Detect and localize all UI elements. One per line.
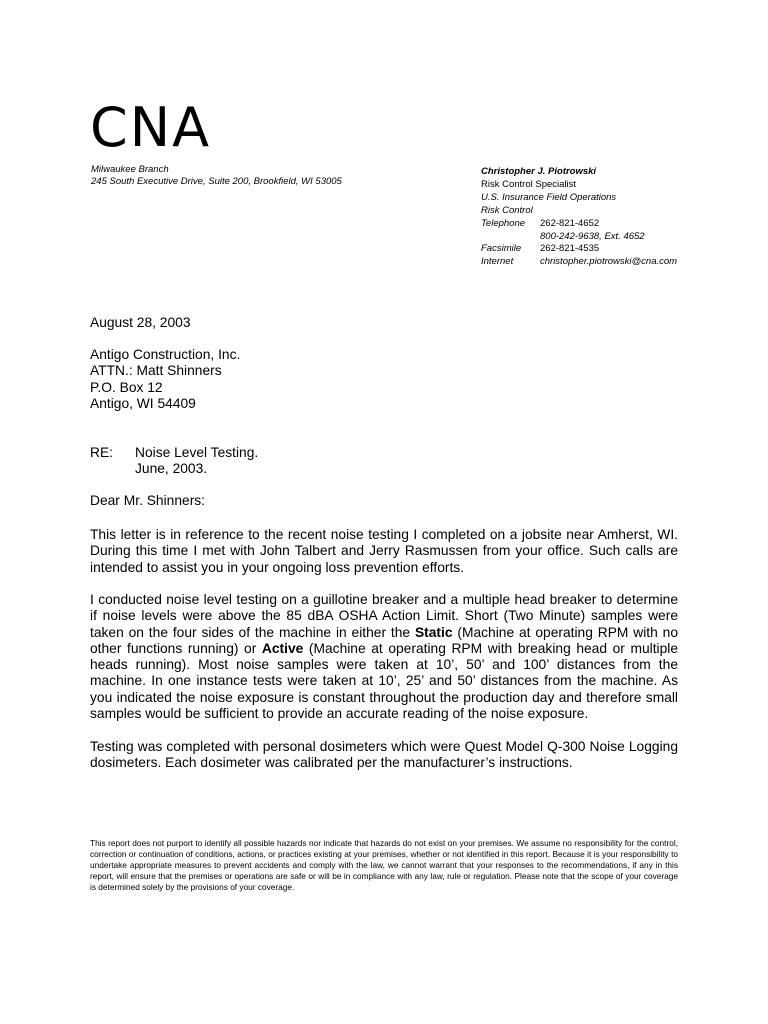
telephone-alt-value: 800-242-9638, Ext. 4652: [540, 230, 645, 242]
facsimile-row: [481, 243, 677, 256]
letter-date: August 28, 2003: [90, 315, 191, 330]
telephone-row: [481, 218, 677, 231]
recipient-company: Antigo Construction, Inc.: [90, 347, 241, 362]
paragraph-intro: This letter is in reference to the recent noise testing I completed on a jobsite near Amherst, WI. During this time I met with John Talbert and Jerry Rasmussen from your office. Such calls are intended to assist you in your ongoing loss prevention efforts.: [90, 527, 678, 575]
telephone-value: 262-821-4652: [540, 217, 600, 229]
contact-division: Risk Control: [481, 204, 533, 216]
branch-name: Milwaukee Branch: [91, 164, 169, 175]
re-subject: Noise Level Testing.: [135, 445, 259, 460]
recipient-po-box: P.O. Box 12: [90, 379, 163, 395]
contact-title: Risk Control Specialist: [481, 178, 577, 190]
facsimile-label: Facsimile: [481, 243, 522, 255]
paragraph-dosimeters: Testing was completed with personal dosimeters which were Quest Model Q-300 Noise Logging dosimeters. Each dosimeter was calibrated per the manufacturer’s instructions.: [90, 739, 678, 771]
active-term: Active: [261, 640, 304, 656]
static-term: Static: [414, 624, 453, 640]
telephone-alt-row: [481, 231, 677, 244]
recipient-attn: ATTN.: Matt Shinners: [90, 363, 222, 379]
paragraph-testing: I conducted noise level testing on a guillotine breaker and a multiple head breaker to determine if noise levels were above the 85 dBA OSHA Action Limit. Short (Two Minute) samples were taken on the four sides of the machine in either the Static (Machine at operating RPM with no other functions running) or Active (Machine at operating RPM with breaking head or multiple heads running). Most noise samples were taken at 10’, 50’ and 100’ distances from the machine. In one instance tests were taken at 10’, 25’ and 50’ distances from the machine. As you indicated the noise exposure is constant throughout the production day and therefore small samples would be sufficient to provide an accurate reading of the noise exposure.: [90, 592, 679, 722]
facsimile-value: 262-821-4535: [540, 243, 600, 255]
internet-row: [481, 256, 677, 269]
re-date: June, 2003.: [135, 461, 208, 477]
telephone-label: Telephone: [481, 217, 526, 229]
internet-label: Internet: [481, 256, 514, 268]
contact-department: U.S. Insurance Field Operations: [481, 191, 617, 203]
re-label: RE:: [90, 445, 113, 460]
branch-address: 245 South Executive Drive, Suite 200, Brookfield, WI 53005: [91, 176, 342, 187]
internet-value[interactable]: christopher.piotrowski@cna.com: [540, 256, 678, 268]
company-logo: CNA: [90, 96, 212, 159]
branch-info: [91, 164, 342, 188]
contact-block: [481, 166, 677, 269]
contact-name: Christopher J. Piotrowski: [481, 166, 597, 177]
recipient-city: Antigo, WI 54409: [90, 395, 196, 411]
recipient-address: [90, 347, 678, 412]
greeting: Dear Mr. Shinners:: [90, 493, 206, 508]
subject-block: [90, 445, 678, 478]
disclaimer: This report does not purport to identify all possible hazards nor indicate that hazards do not exist on your premises. We assume no responsibility for the control, correction or continuation of conditions, actions, or practices existing at your premises, whether or not identified in this report. Because it is your responsibility to undertake appropriate measures to prevent accidents and comply with the law, we cannot warrant that your responses to the recommendations, if any in this report, will ensure that the premises or operations are safe or will be in compliance with any law, rule or regulation. Please note that the scope of your coverage is determined solely by the provisions of your coverage.: [90, 838, 678, 892]
